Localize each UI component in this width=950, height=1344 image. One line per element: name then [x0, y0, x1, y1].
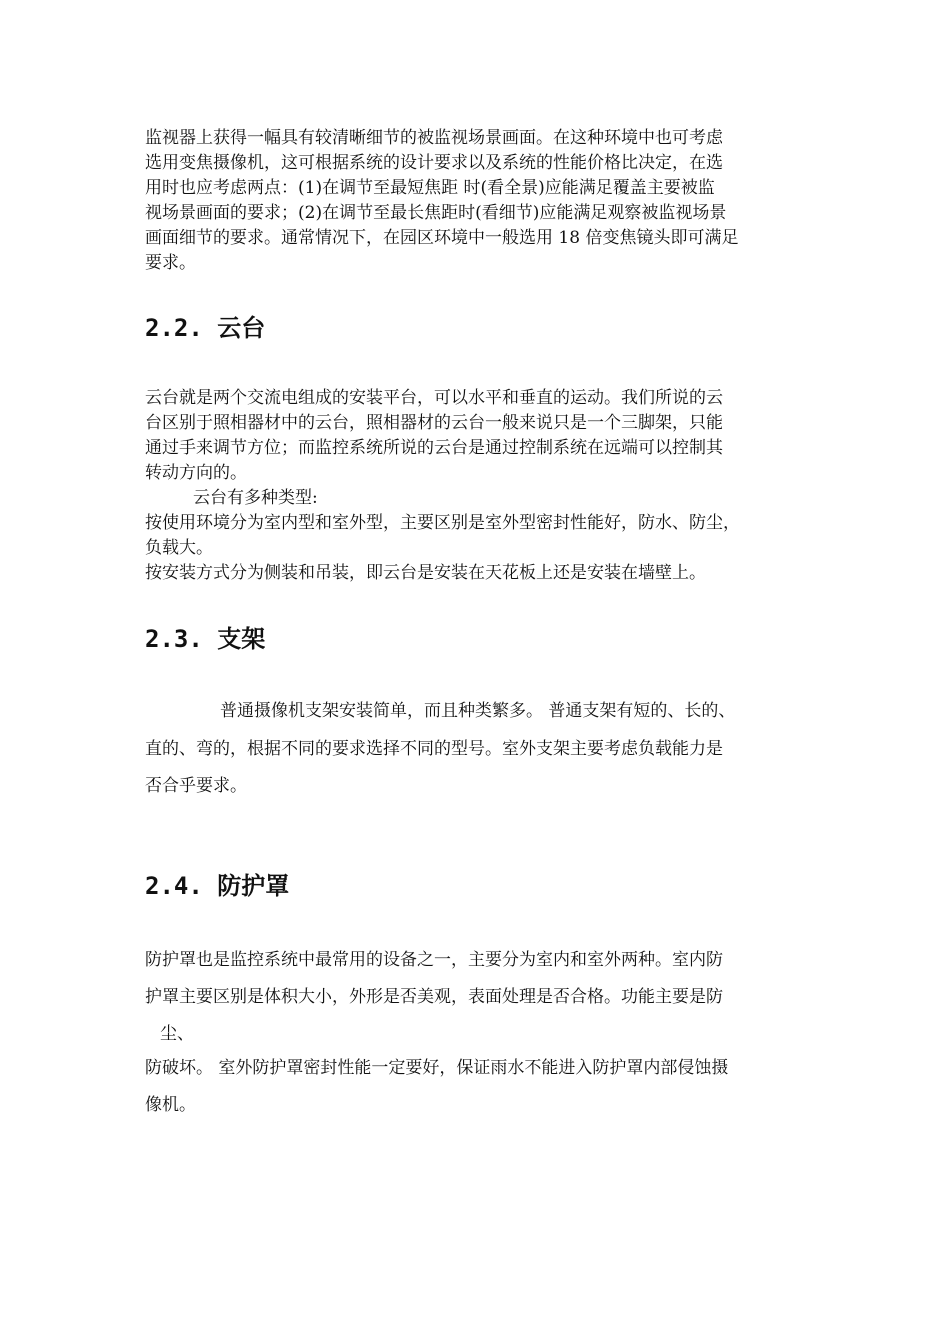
paragraph-line: 防破坏。 室外防护罩密封性能一定要好，保证雨水不能进入防护罩内部侵蚀摄 [145, 1058, 729, 1078]
paragraph-line: 否合乎要求。 [145, 776, 247, 796]
section-heading-2-3: 2.3. 支架 [145, 625, 266, 653]
paragraph-line: 用时也应考虑两点：(1)在调节至最短焦距 时(看全景)应能满足覆盖主要被监 [145, 178, 715, 198]
paragraph-line: 云台就是两个交流电组成的安装平台，可以水平和垂直的运动。我们所说的云 [145, 388, 723, 408]
paragraph-line: 云台有多种类型: [193, 488, 318, 508]
paragraph-line: 台区别于照相器材中的云台，照相器材的云台一般来说只是一个三脚架，只能 [145, 413, 723, 433]
paragraph-line: 按安装方式分为侧装和吊装，即云台是安装在天花板上还是安装在墙壁上。 [145, 563, 706, 583]
paragraph-line: 选用变焦摄像机，这可根据系统的设计要求以及系统的性能价格比决定，在选 [145, 153, 723, 173]
section-heading-2-2: 2.2. 云台 [145, 314, 266, 342]
paragraph-line: 尘、 [160, 1024, 194, 1044]
paragraph-line: 画面细节的要求。通常情况下，在园区环境中一般选用 18 倍变焦镜头即可满足 [145, 228, 739, 248]
paragraph-line: 要求。 [145, 253, 196, 273]
paragraph-line: 视场景画面的要求；(2)在调节至最长焦距时(看细节)应能满足观察被监视场景 [145, 203, 727, 223]
paragraph-line: 像机。 [145, 1095, 196, 1115]
paragraph-line: 直的、弯的，根据不同的要求选择不同的型号。室外支架主要考虑负载能力是 [145, 739, 723, 759]
paragraph-line: 防护罩也是监控系统中最常用的设备之一，主要分为室内和室外两种。室内防 [145, 950, 723, 970]
section-heading-2-4: 2.4. 防护罩 [145, 872, 290, 900]
paragraph-line: 普通摄像机支架安装简单，而且种类繁多。 普通支架有短的、长的、 [220, 701, 736, 721]
paragraph-line: 负载大。 [145, 538, 213, 558]
paragraph-line: 按使用环境分为室内型和室外型，主要区别是室外型密封性能好，防水、防尘， [145, 513, 740, 533]
paragraph-line: 护罩主要区别是体积大小，外形是否美观，表面处理是否合格。功能主要是防 [145, 987, 723, 1007]
paragraph-line: 监视器上获得一幅具有较清晰细节的被监视场景画面。在这种环境中也可考虑 [145, 128, 723, 148]
paragraph-line: 转动方向的。 [145, 463, 247, 483]
paragraph-line: 通过手来调节方位；而监控系统所说的云台是通过控制系统在远端可以控制其 [145, 438, 723, 458]
